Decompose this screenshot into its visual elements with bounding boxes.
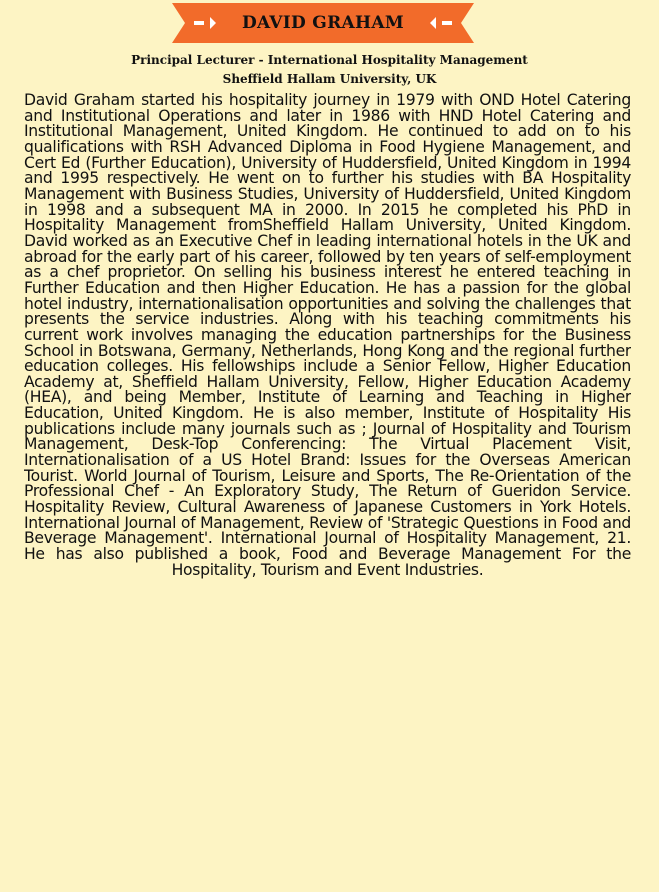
speaker-position: Principal Lecturer - International Hospitality Management: [131, 53, 528, 67]
speaker-name: DAVID GRAHAM: [241, 13, 404, 33]
name-banner: [172, 3, 474, 43]
speaker-biography: David Graham started his hospitality journey in 1979 with OND Hotel Catering and Institutional Operations and later in 1986 with HND Hotel Catering and Institutional Management, United Kingdom. He continued to add on to his qualifications with RSH Advanced Diploma in Food Hygiene Management, and Cert Ed (Further Education), University of Huddersfield, United Kingdom in 1994 and 1995 respectively. He went on to further his studies with BA Hospitality Management with Business Studies, University of Huddersfield, United Kingdom in 1998 and a subsequent MA in 2000. In 2015 he completed his PhD in Hospitality Management fromSheffield Hallam University, United Kingdom. David worked as an Executive Chef in leading international hotels in the UK and abroad for the early part of his career, followed by ten years of self-employment as a chef proprietor. On selling his business interest he entered teaching in Further Education and then Higher Education. He has a passion for the global hotel industry, internationalisation opportunities and solving the challenges that presents the service industries. Along with his teaching commitments his current work involves managing the education partnerships for the Business School in Botswana, Germany, Netherlands, Hong Kong and the regional further education colleges. His fellowships include a Senior Fellow, Higher Education Academy at, Sheffield Hallam University, Fellow, Higher Education Academy (HEA), and being Member, Institute of Learning and Teaching in Higher Education, United Kingdom. He is also member, Institute of Hospitality His publications include many journals such as ; Journal of Hospitality and Tourism Management, Desk-Top Conferencing: The Virtual Placement Visit, Internationalisation of a US Hotel Brand: Issues for the Overseas American Tourist. World Journal of Tourism, Leisure and Sports, The Re-Orientation of the Professional Chef - An Exploratory Study, The Return of Gueridon Service. Hospitality Review, Cultural Awareness of Japanese Customers in York Hotels. International Journal of Management, Review of 'Strategic Questions in Food and Beverage Management'. International Journal of Hospitality Management, 21. He has also published a book, Food and Beverage Management For the Hospitality, Tourism and Event Industries.: [24, 93, 631, 579]
speaker-institution: Sheffield Hallam University, UK: [222, 72, 437, 86]
